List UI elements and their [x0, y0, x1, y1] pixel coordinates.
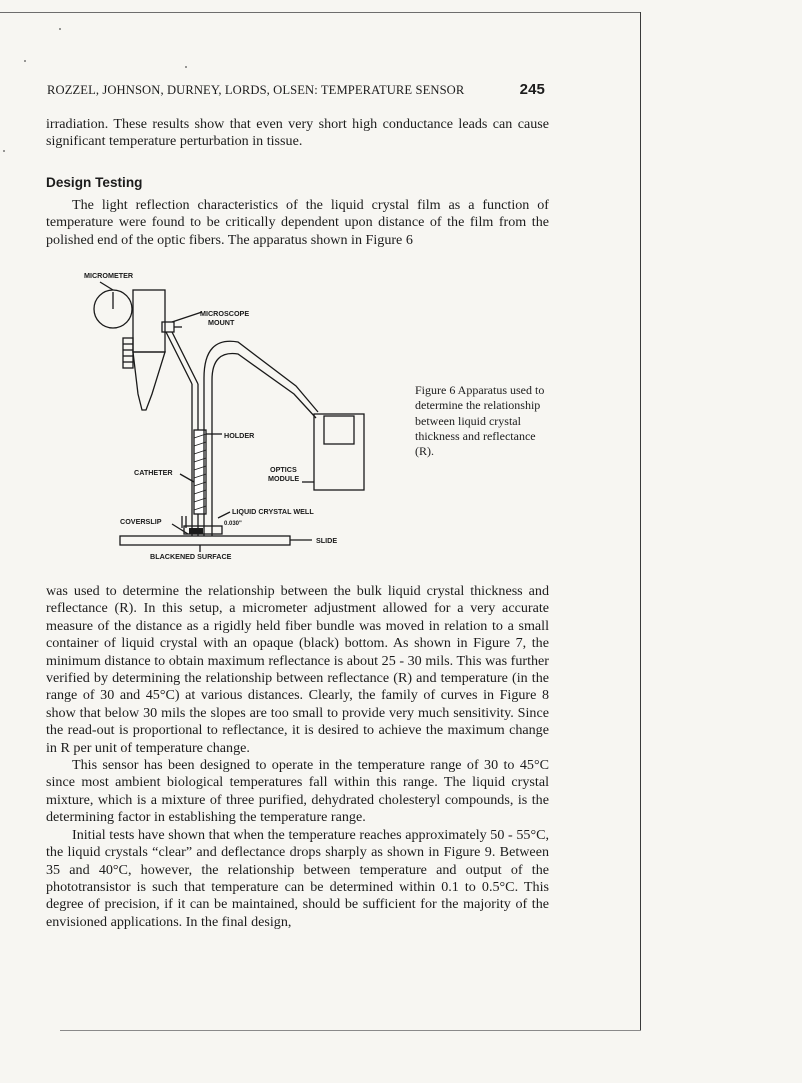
- optics-module: [314, 414, 364, 490]
- intro-paragraph-block: [46, 116, 549, 151]
- figure-caption: Figure 6 Apparatus used to determine the relationship between liquid crystal thickness and reflectance (R).: [415, 383, 545, 459]
- body-paragraph-1: was used to determine the relationship between the bulk liquid crystal thickness and reflectance (R). In this setup, a micrometer adjustment allowed for a very accurate measure of the distance as a rigidly held fiber bundle was moved in relation to a small container of liquid crystal with an opaque (black) bottom. As shown in Figure 7, the minimum distance to obtain maximum reflectance is about 25 - 30 mils. This was further verified by determining the relationship between reflectance (R) and temperature (in the range of 30 and 45°C) at various distances. Clearly, the family of curves in Figure 8 show that below 30 mils the slopes are too small to provide very much sensitivity. Since the read-out is proportional to reflectance, it is desired to achieve the maximum change in R per unit of temperature change.: [46, 583, 549, 756]
- micrometer-body: [133, 290, 165, 352]
- speckle: [24, 60, 26, 62]
- label-catheter: CATHETER: [134, 468, 173, 477]
- body-paragraph-3: Initial tests have shown that when the temperature reaches approximately 50 - 55°C, the liquid crystals “clear” and deflectance drops sharply as shown in Figure 9. Between 35 and 40°C, however, the relationship between temperature and output of the phototransistor is such that temperature can be determined within 0.1 to 0.5°C. This degree of precision, if it can be maintained, should be sufficient for the majority of the envisioned applications. In the final design,: [46, 826, 549, 930]
- page-edge-bottom: [60, 1030, 641, 1031]
- section-heading: Design Testing: [46, 175, 143, 190]
- page-edge-right: [640, 12, 641, 1030]
- label-optics-module-2: MODULE: [268, 474, 300, 483]
- slide: [120, 536, 290, 545]
- speckle: [185, 66, 187, 68]
- label-holder: HOLDER: [224, 431, 255, 440]
- micrometer-cone: [133, 352, 165, 410]
- page-edge-top: [0, 12, 641, 13]
- body-text-block: [46, 583, 549, 931]
- label-microscope-mount-1: MICROSCOPE: [200, 309, 250, 318]
- label-optics-module-1: OPTICS: [270, 465, 297, 474]
- figure-6-apparatus-diagram: [80, 266, 400, 572]
- running-title: ROZZEL, JOHNSON, DURNEY, LORDS, OLSEN: TEMPERATURE SENSOR: [47, 83, 465, 97]
- lead-paragraph-block: [46, 197, 549, 249]
- speckle: [59, 28, 61, 30]
- body-paragraph-2: This sensor has been designed to operate in the temperature range of 30 to 45°C since most ambient biological temperatures fall within this range. The liquid crystal mixture, which is a mixture of three purified, dehydrated cholesteryl compounds, is the determining factor in establishing the temperature range.: [46, 757, 549, 826]
- label-microscope-mount-2: MOUNT: [208, 318, 235, 327]
- label-coverslip: COVERSLIP: [120, 517, 162, 526]
- label-gap-dimension: 0.030": [224, 521, 242, 527]
- microscope-mount-clamp: [162, 322, 174, 332]
- speckle: [3, 150, 5, 152]
- running-head: [47, 83, 547, 101]
- label-liquid-crystal-well: LIQUID CRYSTAL WELL: [232, 507, 314, 516]
- lead-paragraph: The light reflection characteristics of the liquid crystal film as a function of temperature were found to be critically dependent upon distance of the film from the polished end of the optic fibers. The apparatus shown in Figure 6: [46, 197, 549, 248]
- page-number: 245: [519, 81, 545, 98]
- micrometer-thimble: [123, 338, 133, 368]
- optics-module-inner: [324, 416, 354, 444]
- apparatus-drawing: [80, 266, 400, 572]
- label-blackened-surface: BLACKENED SURFACE: [150, 552, 232, 561]
- intro-paragraph: irradiation. These results show that even very short high conductance leads can cause significant temperature perturbation in tissue.: [46, 116, 549, 150]
- label-slide: SLIDE: [316, 536, 338, 545]
- label-micrometer: MICROMETER: [84, 271, 134, 280]
